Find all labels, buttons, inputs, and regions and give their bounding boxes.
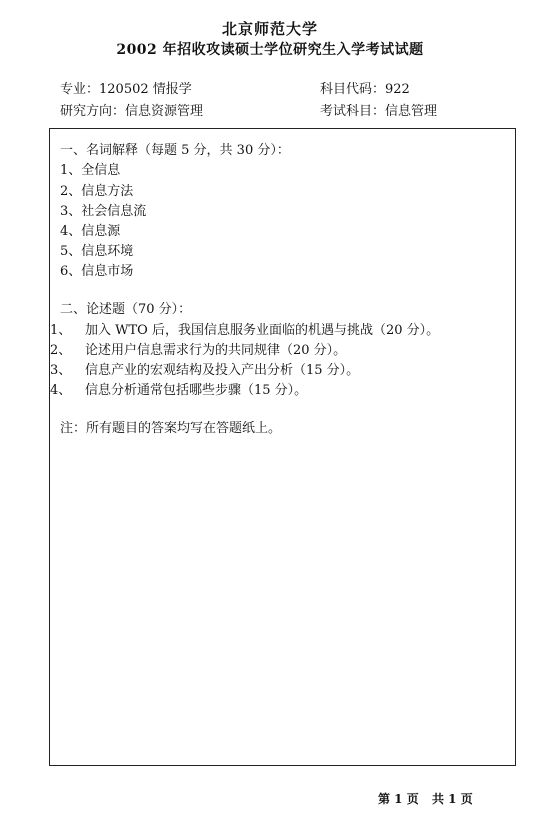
term-item: 6、信息市场: [60, 264, 134, 279]
research-direction-label: 研究方向：信息资源管理: [60, 104, 204, 119]
question-number: 1、: [50, 323, 72, 338]
essay-question: [50, 359, 359, 378]
subject-code-label: 科目代码：922: [320, 82, 410, 97]
total-pages: 共 1 页: [432, 792, 473, 806]
question-number: 4、: [50, 383, 72, 398]
section2-heading: 二、论述题（70 分）：: [60, 302, 192, 317]
question-text: 信息产业的宏观结构及投入产出分析（15 分）。: [85, 363, 360, 378]
term-item: 1、全信息: [60, 163, 121, 178]
question-text: 信息分析通常包括哪些步骤（15 分）。: [85, 383, 308, 398]
essay-question: [50, 379, 307, 398]
section1-heading: 一、名词解释（每题 5 分，共 30 分）：: [60, 143, 290, 158]
answer-note: 注：所有题目的答案均写在答题纸上。: [60, 421, 282, 436]
question-text: 加入 WTO 后，我国信息服务业面临的机遇与挑战（20 分）。: [85, 323, 440, 338]
major-label: 专业：120502 情报学: [60, 82, 192, 97]
page-number: 第 1 页: [378, 792, 419, 806]
question-number: 3、: [50, 363, 72, 378]
term-item: 2、信息方法: [60, 184, 134, 199]
university-title: 北京师范大学: [221, 20, 318, 38]
question-number: 2、: [50, 343, 72, 358]
essay-question: [50, 339, 346, 358]
subject-name-label: 考试科目：信息管理: [320, 104, 438, 119]
essay-question: [50, 319, 439, 338]
term-item: 4、信息源: [60, 224, 121, 239]
term-item: 3、社会信息流: [60, 204, 147, 219]
term-item: 5、信息环境: [60, 244, 134, 259]
exam-title: 2002 年招收攻读硕士学位研究生入学考试试题: [116, 42, 424, 58]
question-text: 论述用户信息需求行为的共同规律（20 分）。: [85, 343, 347, 358]
